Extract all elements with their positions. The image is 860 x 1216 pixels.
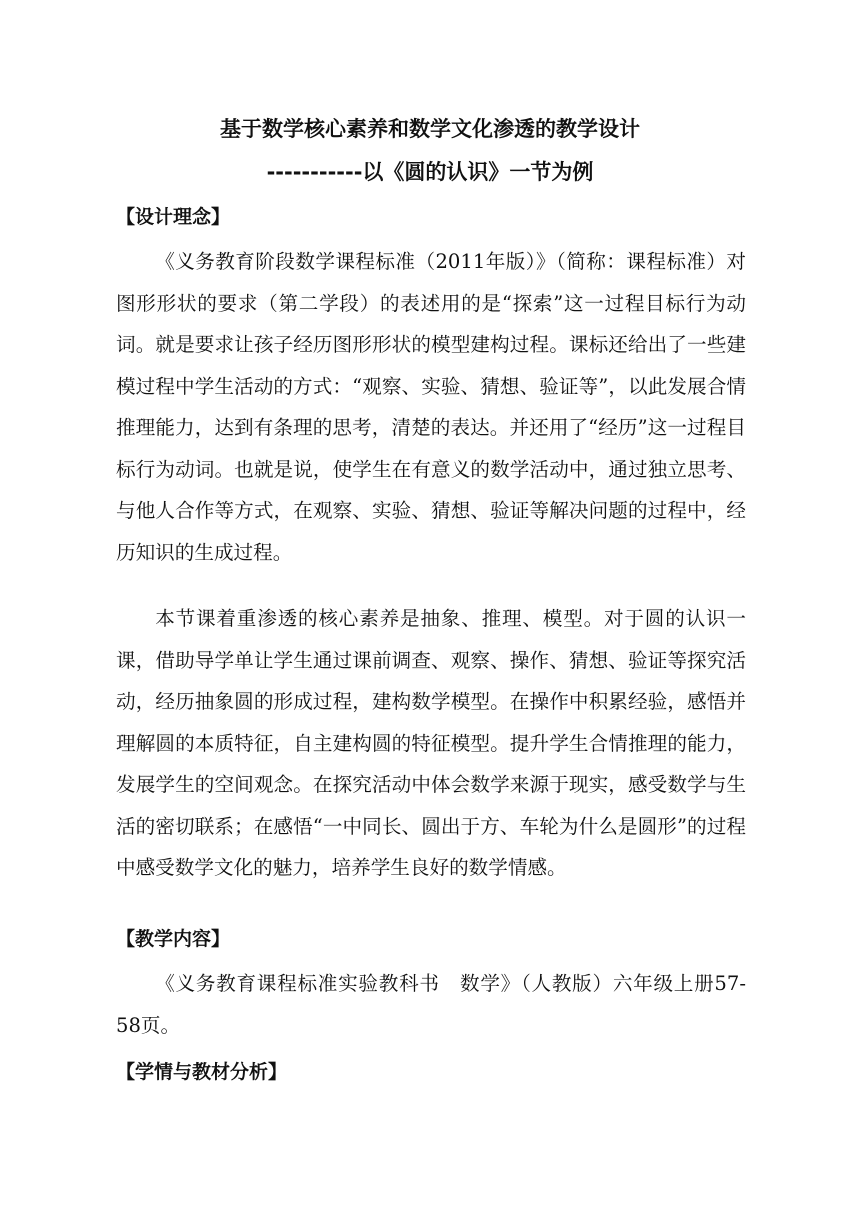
section-heading-learner-analysis: 【学情与教材分析】: [116, 1061, 288, 1083]
document-title: 基于数学核心素养和数学文化渗透的教学设计: [220, 117, 640, 141]
document-subtitle: -----------以《圆的认识》一节为例: [266, 160, 594, 184]
section-heading-teaching-content: 【教学内容】: [116, 928, 231, 950]
section-heading-design-concept: 【设计理念】: [116, 206, 231, 228]
paragraph-design-concept-2: 本节课着重渗透的核心素养是抽象、推理、模型。对于圆的认识一课，借助导学单让学生通过课前调查、观察、操作、猜想、验证等探究活动，经历抽象圆的形成过程，建构数学模型。在操作中积累经验，感悟并理解圆的本质特征，自主建构圆的特征模型。提升学生合情推理的能力，发展学生的空间观念。在探究活动中体会数学来源于现实，感受数学与生活的密切联系；在感悟“一中同长、圆出于方、车轮为什么是圆形”的过程中感受数学文化的魅力，培养学生良好的数学情感。: [116, 607, 746, 879]
paragraph-design-concept-1: 《义务教育阶段数学课程标准（2011年版）》（简称：课程标准）对图形形状的要求（第二学段）的表述用的是“探索”这一过程目标行为动词。就是要求让孩子经历图形形状的模型建构过程。课标还给出了一些建模过程中学生活动的方式：“观察、实验、猜想、验证等”，以此发展合情推理能力，达到有条理的思考，清楚的表达。并还用了“经历”这一过程目标行为动词。也就是说，使学生在有意义的数学活动中，通过独立思考、与他人合作等方式，在观察、实验、猜想、验证等解决问题的过程中，经历知识的生成过程。: [116, 250, 746, 564]
paragraph-teaching-content: 《义务教育课程标准实验教科书 数学》（人教版）六年级上册57-58页。: [116, 972, 746, 1037]
